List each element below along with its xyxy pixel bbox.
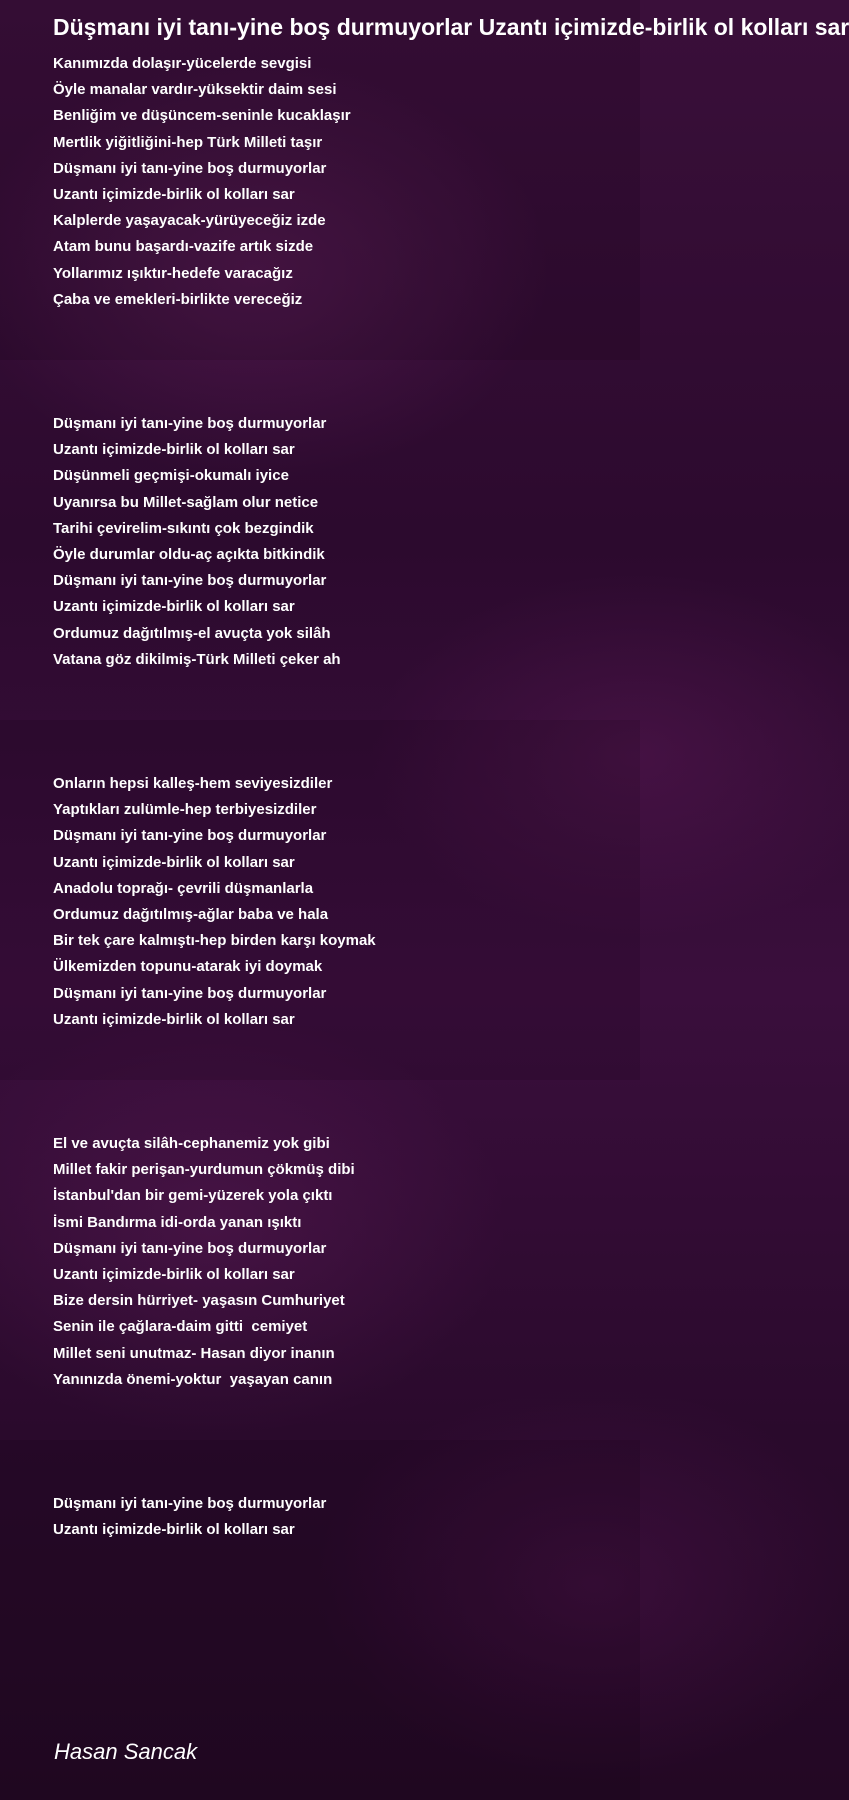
poem-line: Düşünmeli geçmişi-okumalı iyice <box>53 467 289 485</box>
poem-line: Yaptıkları zulümle-hep terbiyesizdiler <box>53 801 317 819</box>
poem-line: Mertlik yiğitliğini-hep Türk Milleti taşır <box>53 133 323 151</box>
stanza-4 <box>53 1131 613 1393</box>
poem-line: Uzantı içimizde-birlik ol kolları sar <box>53 853 295 871</box>
poem-line: Uzantı içimizde-birlik ol kolları sar <box>53 1521 295 1539</box>
poem-line: Onların hepsi kalleş-hem seviyesizdiler <box>53 775 333 792</box>
poem-line: Ordumuz dağıtılmış-el avuçta yok silâh <box>53 624 331 642</box>
poem-line: Düşmanı iyi tanı-yine boş durmuyorlar <box>53 415 327 432</box>
poem-line: Anadolu toprağı- çevrili düşmanlarla <box>53 879 314 897</box>
poem-line: Uzantı içimizde-birlik ol kolları sar <box>53 1266 295 1284</box>
poem-line: Yollarımız ışıktır-hedefe varacağız <box>53 264 293 282</box>
author-name: Hasan Sancak <box>54 1739 198 1764</box>
poem-line: Kalplerde yaşayacak-yürüyeceğiz izde <box>53 212 326 230</box>
poem-line: Ordumuz dağıtılmış-ağlar baba ve hala <box>53 906 329 924</box>
poem-line: Düşmanı iyi tanı-yine boş durmuyorlar <box>53 1239 327 1257</box>
poem-line: Uzantı içimizde-birlik ol kolları sar <box>53 598 295 616</box>
poem-line: Millet seni unutmaz- Hasan diyor inanın <box>53 1344 335 1362</box>
stanza-1 <box>53 51 613 313</box>
poem-line: Uyanırsa bu Millet-sağlam olur netice <box>53 493 319 511</box>
poem-line: Düşmanı iyi tanı-yine boş durmuyorlar <box>53 1495 327 1512</box>
poem-line: Kanımızda dolaşır-yücelerde sevgisi <box>53 55 312 72</box>
poem-line: Tarihi çevirelim-sıkıntı çok bezgindik <box>53 519 314 537</box>
poem-line: Millet fakir perişan-yurdumun çökmüş dibi <box>53 1161 355 1179</box>
poem-line: Çaba ve emekleri-birlikte vereceğiz <box>53 290 303 308</box>
poem-line: Uzantı içimizde-birlik ol kolları sar <box>53 1010 295 1028</box>
poem-line: Uzantı içimizde-birlik ol kolları sar <box>53 441 295 459</box>
poem-line: İsmi Bandırma idi-orda yanan ışıktı <box>53 1213 302 1231</box>
poem-line: Düşmanı iyi tanı-yine boş durmuyorlar <box>53 572 327 590</box>
poem-line: Ülkemizden topunu-atarak iyi doymak <box>53 958 323 976</box>
poem-line: Bir tek çare kalmıştı-hep birden karşı koymak <box>53 932 376 950</box>
poem-line: Uzantı içimizde-birlik ol kolları sar <box>53 186 295 204</box>
stanza-3 <box>53 771 613 1033</box>
poem-title: Düşmanı iyi tanı-yine boş durmuyorlar Uzantı içimizde-birlik ol kolları sar <box>53 14 849 40</box>
stanza-5 <box>53 1491 613 1543</box>
stanza-2 <box>53 411 613 673</box>
poem-line: Düşmanı iyi tanı-yine boş durmuyorlar <box>53 159 327 177</box>
poem-line: Yanınızda önemi-yoktur yaşayan canın <box>53 1370 333 1388</box>
poem-line: Düşmanı iyi tanı-yine boş durmuyorlar <box>53 984 327 1002</box>
poem-line: Düşmanı iyi tanı-yine boş durmuyorlar <box>53 827 327 845</box>
poem-line: Bize dersin hürriyet- yaşasın Cumhuriyet <box>53 1292 345 1310</box>
poem-line: Senin ile çağlara-daim gitti cemiyet <box>53 1318 308 1336</box>
poem-line: Benliğim ve düşüncem-seninle kucaklaşır <box>53 107 351 125</box>
poem-line: Öyle durumlar oldu-aç açıkta bitkindik <box>53 546 325 564</box>
poem-line: Vatana göz dikilmiş-Türk Milleti çeker ah <box>53 650 341 668</box>
poem-line: İstanbul'dan bir gemi-yüzerek yola çıktı <box>53 1187 333 1205</box>
poem-line: Atam bunu başardı-vazife artık sizde <box>53 238 314 256</box>
poem-line: El ve avuçta silâh-cephanemiz yok gibi <box>53 1135 330 1152</box>
poem-line: Öyle manalar vardır-yüksektir daim sesi <box>53 81 337 99</box>
